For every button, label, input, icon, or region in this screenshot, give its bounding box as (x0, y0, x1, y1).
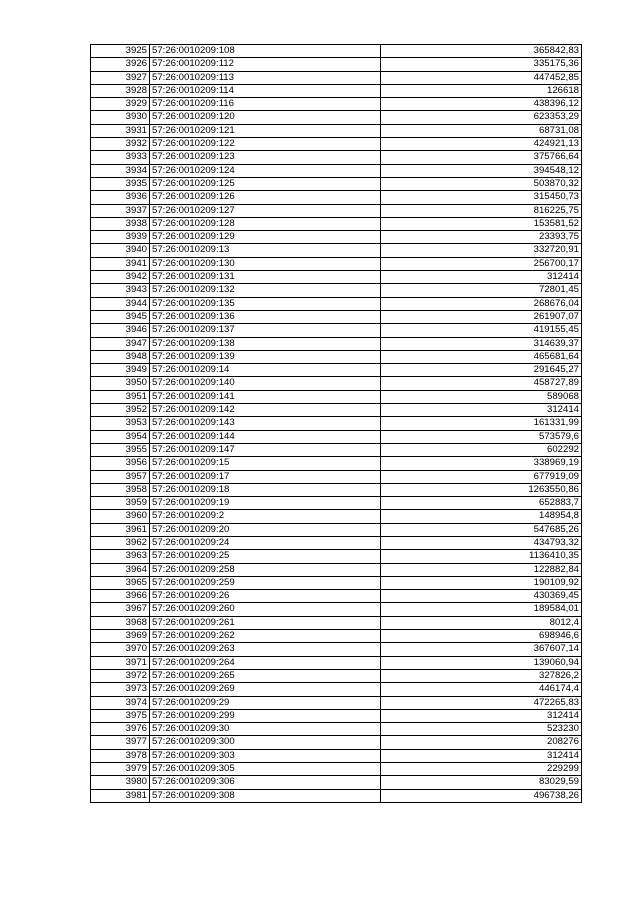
cadastral-value-cell: 419155,45 (381, 324, 582, 337)
cadastral-value-cell: 23393,75 (381, 231, 582, 244)
cadastral-value-cell: 315450,73 (381, 191, 582, 204)
cadastral-value-cell: 229299 (381, 763, 582, 776)
cadastral-number-cell: 57:26:0010209:15 (150, 457, 381, 470)
cadastral-value-cell: 547685,26 (381, 523, 582, 536)
cadastral-number-cell: 57:26:0010209:140 (150, 377, 381, 390)
cadastral-value-cell: 465681,64 (381, 350, 582, 363)
cadastral-value-cell: 338969,19 (381, 457, 582, 470)
cadastral-value-cell: 256700,17 (381, 257, 582, 270)
table-row (91, 324, 582, 337)
cadastral-value-cell: 677919,09 (381, 470, 582, 483)
table-row (91, 244, 582, 257)
cadastral-number-cell: 57:26:0010209:305 (150, 763, 381, 776)
cadastral-number-cell: 57:26:0010209:30 (150, 723, 381, 736)
table-row (91, 497, 582, 510)
cadastral-number-cell: 57:26:0010209:142 (150, 404, 381, 417)
cadastral-value-cell: 430369,45 (381, 590, 582, 603)
cadastral-number-cell: 57:26:0010209:260 (150, 603, 381, 616)
row-number-cell: 3953 (91, 417, 150, 430)
cadastral-value-cell: 72801,45 (381, 284, 582, 297)
cadastral-value-cell: 268676,04 (381, 297, 582, 310)
row-number-cell: 3961 (91, 523, 150, 536)
cadastral-number-cell: 57:26:0010209:26 (150, 590, 381, 603)
cadastral-value-cell: 126618 (381, 84, 582, 97)
cadastral-value-cell: 496738,26 (381, 789, 582, 802)
table-row (91, 58, 582, 71)
table-row (91, 749, 582, 762)
row-number-cell: 3943 (91, 284, 150, 297)
cadastral-value-cell: 189584,01 (381, 603, 582, 616)
cadastral-number-cell: 57:26:0010209:125 (150, 177, 381, 190)
table-row (91, 669, 582, 682)
cadastral-value-cell: 312414 (381, 271, 582, 284)
row-number-cell: 3952 (91, 404, 150, 417)
table-row (91, 191, 582, 204)
row-number-cell: 3941 (91, 257, 150, 270)
cadastral-number-cell: 57:26:0010209:300 (150, 736, 381, 749)
table-row (91, 297, 582, 310)
cadastral-number-cell: 57:26:0010209:108 (150, 45, 381, 58)
row-number-cell: 3934 (91, 164, 150, 177)
table-row (91, 417, 582, 430)
row-number-cell: 3969 (91, 630, 150, 643)
row-number-cell: 3971 (91, 656, 150, 669)
cadastral-value-cell: 394548,12 (381, 164, 582, 177)
table-row (91, 404, 582, 417)
row-number-cell: 3928 (91, 84, 150, 97)
cadastral-value-cell: 208276 (381, 736, 582, 749)
row-number-cell: 3931 (91, 124, 150, 137)
cadastral-value-cell: 1136410,35 (381, 550, 582, 563)
table-row (91, 443, 582, 456)
row-number-cell: 3949 (91, 364, 150, 377)
cadastral-number-cell: 57:26:0010209:120 (150, 111, 381, 124)
cadastral-number-cell: 57:26:0010209:24 (150, 536, 381, 549)
row-number-cell: 3955 (91, 443, 150, 456)
row-number-cell: 3935 (91, 177, 150, 190)
cadastral-number-cell: 57:26:0010209:127 (150, 204, 381, 217)
table-row (91, 483, 582, 496)
table-row (91, 563, 582, 576)
cadastral-number-cell: 57:26:0010209:122 (150, 138, 381, 151)
row-number-cell: 3972 (91, 669, 150, 682)
row-number-cell: 3960 (91, 510, 150, 523)
cadastral-value-cell: 698946,6 (381, 630, 582, 643)
row-number-cell: 3945 (91, 310, 150, 323)
table-row (91, 364, 582, 377)
row-number-cell: 3925 (91, 45, 150, 58)
row-number-cell: 3929 (91, 98, 150, 111)
row-number-cell: 3932 (91, 138, 150, 151)
row-number-cell: 3930 (91, 111, 150, 124)
cadastral-value-cell: 261907,07 (381, 310, 582, 323)
table-row (91, 377, 582, 390)
cadastral-value-cell: 335175,36 (381, 58, 582, 71)
cadastral-number-cell: 57:26:0010209:264 (150, 656, 381, 669)
cadastral-value-cell: 8012,4 (381, 616, 582, 629)
row-number-cell: 3966 (91, 590, 150, 603)
table-row (91, 284, 582, 297)
table-row (91, 231, 582, 244)
cadastral-number-cell: 57:26:0010209:147 (150, 443, 381, 456)
cadastral-value-table (90, 44, 582, 803)
cadastral-value-cell: 1263550,86 (381, 483, 582, 496)
cadastral-number-cell: 57:26:0010209:19 (150, 497, 381, 510)
cadastral-value-cell: 291645,27 (381, 364, 582, 377)
table-row (91, 337, 582, 350)
row-number-cell: 3975 (91, 709, 150, 722)
cadastral-value-cell: 472265,83 (381, 696, 582, 709)
table-row (91, 630, 582, 643)
row-number-cell: 3936 (91, 191, 150, 204)
cadastral-number-cell: 57:26:0010209:136 (150, 310, 381, 323)
cadastral-value-cell: 153581,52 (381, 217, 582, 230)
cadastral-value-cell: 816225,75 (381, 204, 582, 217)
cadastral-number-cell: 57:26:0010209:306 (150, 776, 381, 789)
cadastral-value-cell: 503870,32 (381, 177, 582, 190)
cadastral-value-cell: 312414 (381, 709, 582, 722)
table-row (91, 124, 582, 137)
cadastral-number-cell: 57:26:0010209:116 (150, 98, 381, 111)
cadastral-number-cell: 57:26:0010209:18 (150, 483, 381, 496)
cadastral-value-cell: 375766,64 (381, 151, 582, 164)
cadastral-value-cell: 122882,84 (381, 563, 582, 576)
table-row (91, 523, 582, 536)
table-row (91, 536, 582, 549)
row-number-cell: 3970 (91, 643, 150, 656)
cadastral-value-cell: 161331,99 (381, 417, 582, 430)
table-row (91, 138, 582, 151)
cadastral-number-cell: 57:26:0010209:113 (150, 71, 381, 84)
cadastral-number-cell: 57:26:0010209:137 (150, 324, 381, 337)
table-row (91, 763, 582, 776)
cadastral-value-cell: 623353,29 (381, 111, 582, 124)
cadastral-value-cell: 148954,8 (381, 510, 582, 523)
cadastral-value-cell: 573579,6 (381, 430, 582, 443)
table-row (91, 736, 582, 749)
cadastral-number-cell: 57:26:0010209:132 (150, 284, 381, 297)
cadastral-value-cell: 68731,08 (381, 124, 582, 137)
cadastral-number-cell: 57:26:0010209:261 (150, 616, 381, 629)
table-row (91, 177, 582, 190)
table-row (91, 603, 582, 616)
cadastral-number-cell: 57:26:0010209:144 (150, 430, 381, 443)
table-row (91, 98, 582, 111)
cadastral-number-cell: 57:26:0010209:29 (150, 696, 381, 709)
cadastral-value-cell: 589068 (381, 390, 582, 403)
table-row (91, 470, 582, 483)
cadastral-value-cell: 446174,4 (381, 683, 582, 696)
cadastral-number-cell: 57:26:0010209:258 (150, 563, 381, 576)
cadastral-number-cell: 57:26:0010209:14 (150, 364, 381, 377)
table-row (91, 457, 582, 470)
row-number-cell: 3956 (91, 457, 150, 470)
table-row (91, 510, 582, 523)
row-number-cell: 3976 (91, 723, 150, 736)
row-number-cell: 3926 (91, 58, 150, 71)
cadastral-value-cell: 327826,2 (381, 669, 582, 682)
cadastral-number-cell: 57:26:0010209:139 (150, 350, 381, 363)
cadastral-number-cell: 57:26:0010209:262 (150, 630, 381, 643)
cadastral-value-cell: 458727,89 (381, 377, 582, 390)
cadastral-number-cell: 57:26:0010209:303 (150, 749, 381, 762)
row-number-cell: 3978 (91, 749, 150, 762)
cadastral-value-cell: 365842,83 (381, 45, 582, 58)
cadastral-number-cell: 57:26:0010209:135 (150, 297, 381, 310)
cadastral-value-cell: 312414 (381, 404, 582, 417)
table-row (91, 683, 582, 696)
row-number-cell: 3938 (91, 217, 150, 230)
cadastral-number-cell: 57:26:0010209:299 (150, 709, 381, 722)
row-number-cell: 3968 (91, 616, 150, 629)
cadastral-number-cell: 57:26:0010209:124 (150, 164, 381, 177)
cadastral-number-cell: 57:26:0010209:130 (150, 257, 381, 270)
table-row (91, 71, 582, 84)
table-body (91, 45, 582, 803)
table-row (91, 350, 582, 363)
table-row (91, 257, 582, 270)
cadastral-value-cell: 652883,7 (381, 497, 582, 510)
row-number-cell: 3981 (91, 789, 150, 802)
table-row (91, 656, 582, 669)
table-row (91, 616, 582, 629)
cadastral-number-cell: 57:26:0010209:131 (150, 271, 381, 284)
cadastral-number-cell: 57:26:0010209:143 (150, 417, 381, 430)
row-number-cell: 3964 (91, 563, 150, 576)
row-number-cell: 3948 (91, 350, 150, 363)
row-number-cell: 3954 (91, 430, 150, 443)
table-row (91, 430, 582, 443)
cadastral-number-cell: 57:26:0010209:13 (150, 244, 381, 257)
row-number-cell: 3980 (91, 776, 150, 789)
row-number-cell: 3942 (91, 271, 150, 284)
table-row (91, 590, 582, 603)
cadastral-number-cell: 57:26:0010209:259 (150, 576, 381, 589)
row-number-cell: 3950 (91, 377, 150, 390)
row-number-cell: 3977 (91, 736, 150, 749)
cadastral-value-cell: 523230 (381, 723, 582, 736)
row-number-cell: 3965 (91, 576, 150, 589)
cadastral-number-cell: 57:26:0010209:126 (150, 191, 381, 204)
cadastral-number-cell: 57:26:0010209:138 (150, 337, 381, 350)
cadastral-number-cell: 57:26:0010209:308 (150, 789, 381, 802)
table-row (91, 111, 582, 124)
table-row (91, 550, 582, 563)
table-row (91, 310, 582, 323)
row-number-cell: 3979 (91, 763, 150, 776)
cadastral-number-cell: 57:26:0010209:123 (150, 151, 381, 164)
cadastral-number-cell: 57:26:0010209:269 (150, 683, 381, 696)
cadastral-number-cell: 57:26:0010209:114 (150, 84, 381, 97)
cadastral-value-cell: 602292 (381, 443, 582, 456)
row-number-cell: 3967 (91, 603, 150, 616)
row-number-cell: 3962 (91, 536, 150, 549)
table-row (91, 776, 582, 789)
cadastral-number-cell: 57:26:0010209:2 (150, 510, 381, 523)
row-number-cell: 3951 (91, 390, 150, 403)
table-row (91, 151, 582, 164)
cadastral-number-cell: 57:26:0010209:128 (150, 217, 381, 230)
table-row (91, 45, 582, 58)
row-number-cell: 3940 (91, 244, 150, 257)
cadastral-number-cell: 57:26:0010209:17 (150, 470, 381, 483)
table-row (91, 271, 582, 284)
row-number-cell: 3944 (91, 297, 150, 310)
cadastral-value-cell: 424921,13 (381, 138, 582, 151)
table-row (91, 789, 582, 802)
cadastral-number-cell: 57:26:0010209:141 (150, 390, 381, 403)
table-row (91, 696, 582, 709)
row-number-cell: 3927 (91, 71, 150, 84)
cadastral-number-cell: 57:26:0010209:20 (150, 523, 381, 536)
table-row (91, 164, 582, 177)
table-row (91, 217, 582, 230)
cadastral-value-cell: 438396,12 (381, 98, 582, 111)
cadastral-value-cell: 314639,37 (381, 337, 582, 350)
row-number-cell: 3958 (91, 483, 150, 496)
table-row (91, 390, 582, 403)
row-number-cell: 3933 (91, 151, 150, 164)
cadastral-number-cell: 57:26:0010209:265 (150, 669, 381, 682)
row-number-cell: 3937 (91, 204, 150, 217)
cadastral-value-cell: 139060,94 (381, 656, 582, 669)
table-row (91, 576, 582, 589)
table-row (91, 709, 582, 722)
table-row (91, 643, 582, 656)
table-row (91, 204, 582, 217)
row-number-cell: 3963 (91, 550, 150, 563)
cadastral-value-cell: 367607,14 (381, 643, 582, 656)
cadastral-number-cell: 57:26:0010209:129 (150, 231, 381, 244)
row-number-cell: 3957 (91, 470, 150, 483)
cadastral-number-cell: 57:26:0010209:121 (150, 124, 381, 137)
cadastral-number-cell: 57:26:0010209:25 (150, 550, 381, 563)
cadastral-value-cell: 83029,59 (381, 776, 582, 789)
table-row (91, 84, 582, 97)
row-number-cell: 3939 (91, 231, 150, 244)
row-number-cell: 3947 (91, 337, 150, 350)
cadastral-value-cell: 434793,32 (381, 536, 582, 549)
table-row (91, 723, 582, 736)
cadastral-value-cell: 312414 (381, 749, 582, 762)
row-number-cell: 3946 (91, 324, 150, 337)
row-number-cell: 3959 (91, 497, 150, 510)
cadastral-number-cell: 57:26:0010209:263 (150, 643, 381, 656)
cadastral-number-cell: 57:26:0010209:112 (150, 58, 381, 71)
cadastral-value-cell: 190109,92 (381, 576, 582, 589)
cadastral-value-cell: 447452,85 (381, 71, 582, 84)
row-number-cell: 3974 (91, 696, 150, 709)
cadastral-value-cell: 332720,91 (381, 244, 582, 257)
row-number-cell: 3973 (91, 683, 150, 696)
